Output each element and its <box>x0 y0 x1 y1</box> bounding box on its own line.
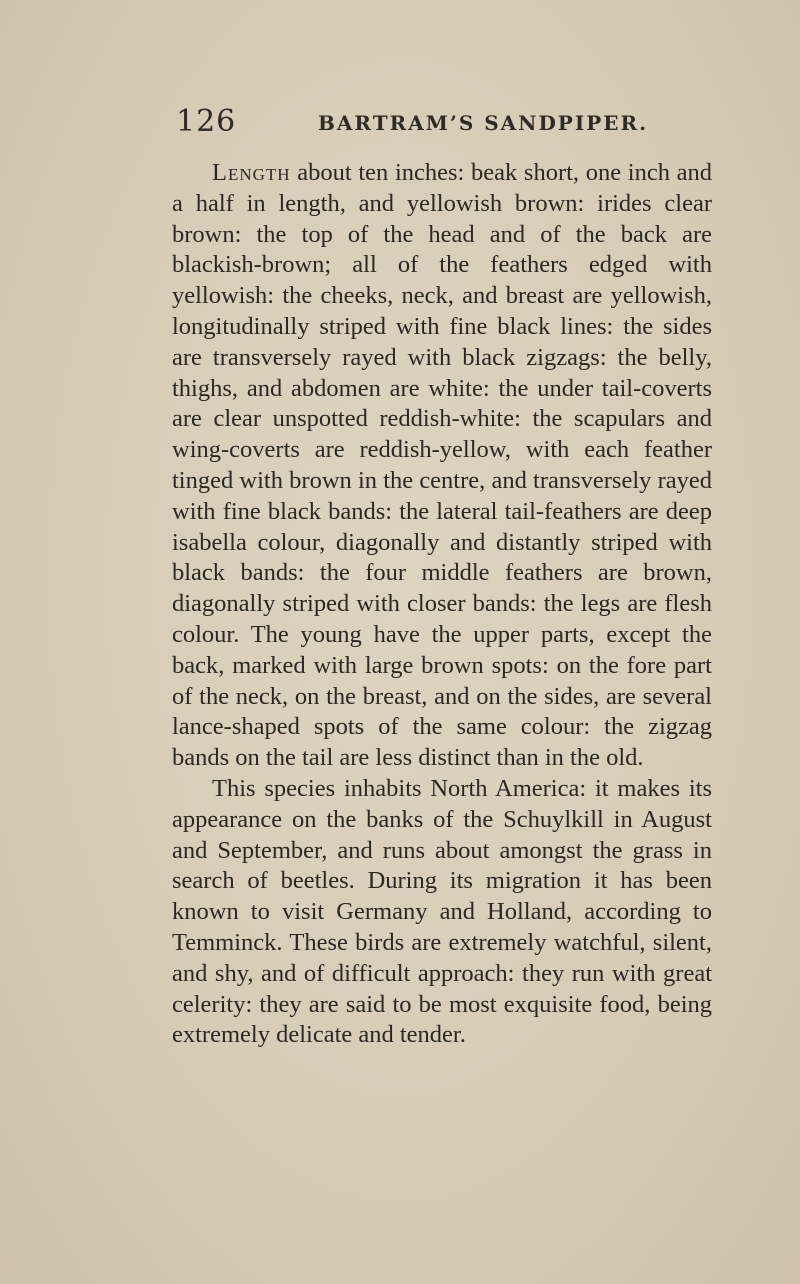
running-head <box>176 102 716 142</box>
paragraph-habitat <box>172 774 712 1051</box>
paragraph-lead-word: Length <box>212 159 291 186</box>
body-text <box>172 158 712 1051</box>
paragraph-text: about ten inches: beak short, one inch and a half in length, and yellowish brown: irides clear brown: the top of the head and of the back are blackish-brown; all of the feathers edged with yellowish: the cheeks, neck, and breast are yellowish, longitudinally striped with fine black lines: the sides are transversely rayed with black zigzags: the belly, thighs, and abdomen are white: the under tail-coverts are clear unspotted reddish-white: the scapulars and wing-coverts are reddish-yellow, with each feather tinged with brown in the centre, and transversely rayed with fine black bands: the lateral tail-feathers are deep isabella colour, diagonally and distantly striped with black bands: the four middle feathers are brown, diagonally striped with closer bands: the legs are flesh colour. The young have the upper parts, except the back, marked with large brown spots: on the fore part of the neck, on the breast, and on the sides, are several lance-shaped spots of the same colour: the zigzag bands on the tail are less distinct than in the old. <box>172 159 712 772</box>
paragraph-description <box>172 158 712 774</box>
page-number: 126 <box>176 104 237 139</box>
paragraph-text: This species inhabits North America: it makes its appearance on the banks of the Schuylkill in August and September, and runs about amongst the grass in search of beetles. During its migration it has been known to visit Germany and Holland, according to Temminck. These birds are extremely watchful, silent, and shy, and of difficult approach: they run with great celerity: they are said to be most exquisite food, being extremely delicate and tender. <box>172 774 712 1049</box>
running-title: BARTRAM’S SANDPIPER. <box>318 111 649 135</box>
